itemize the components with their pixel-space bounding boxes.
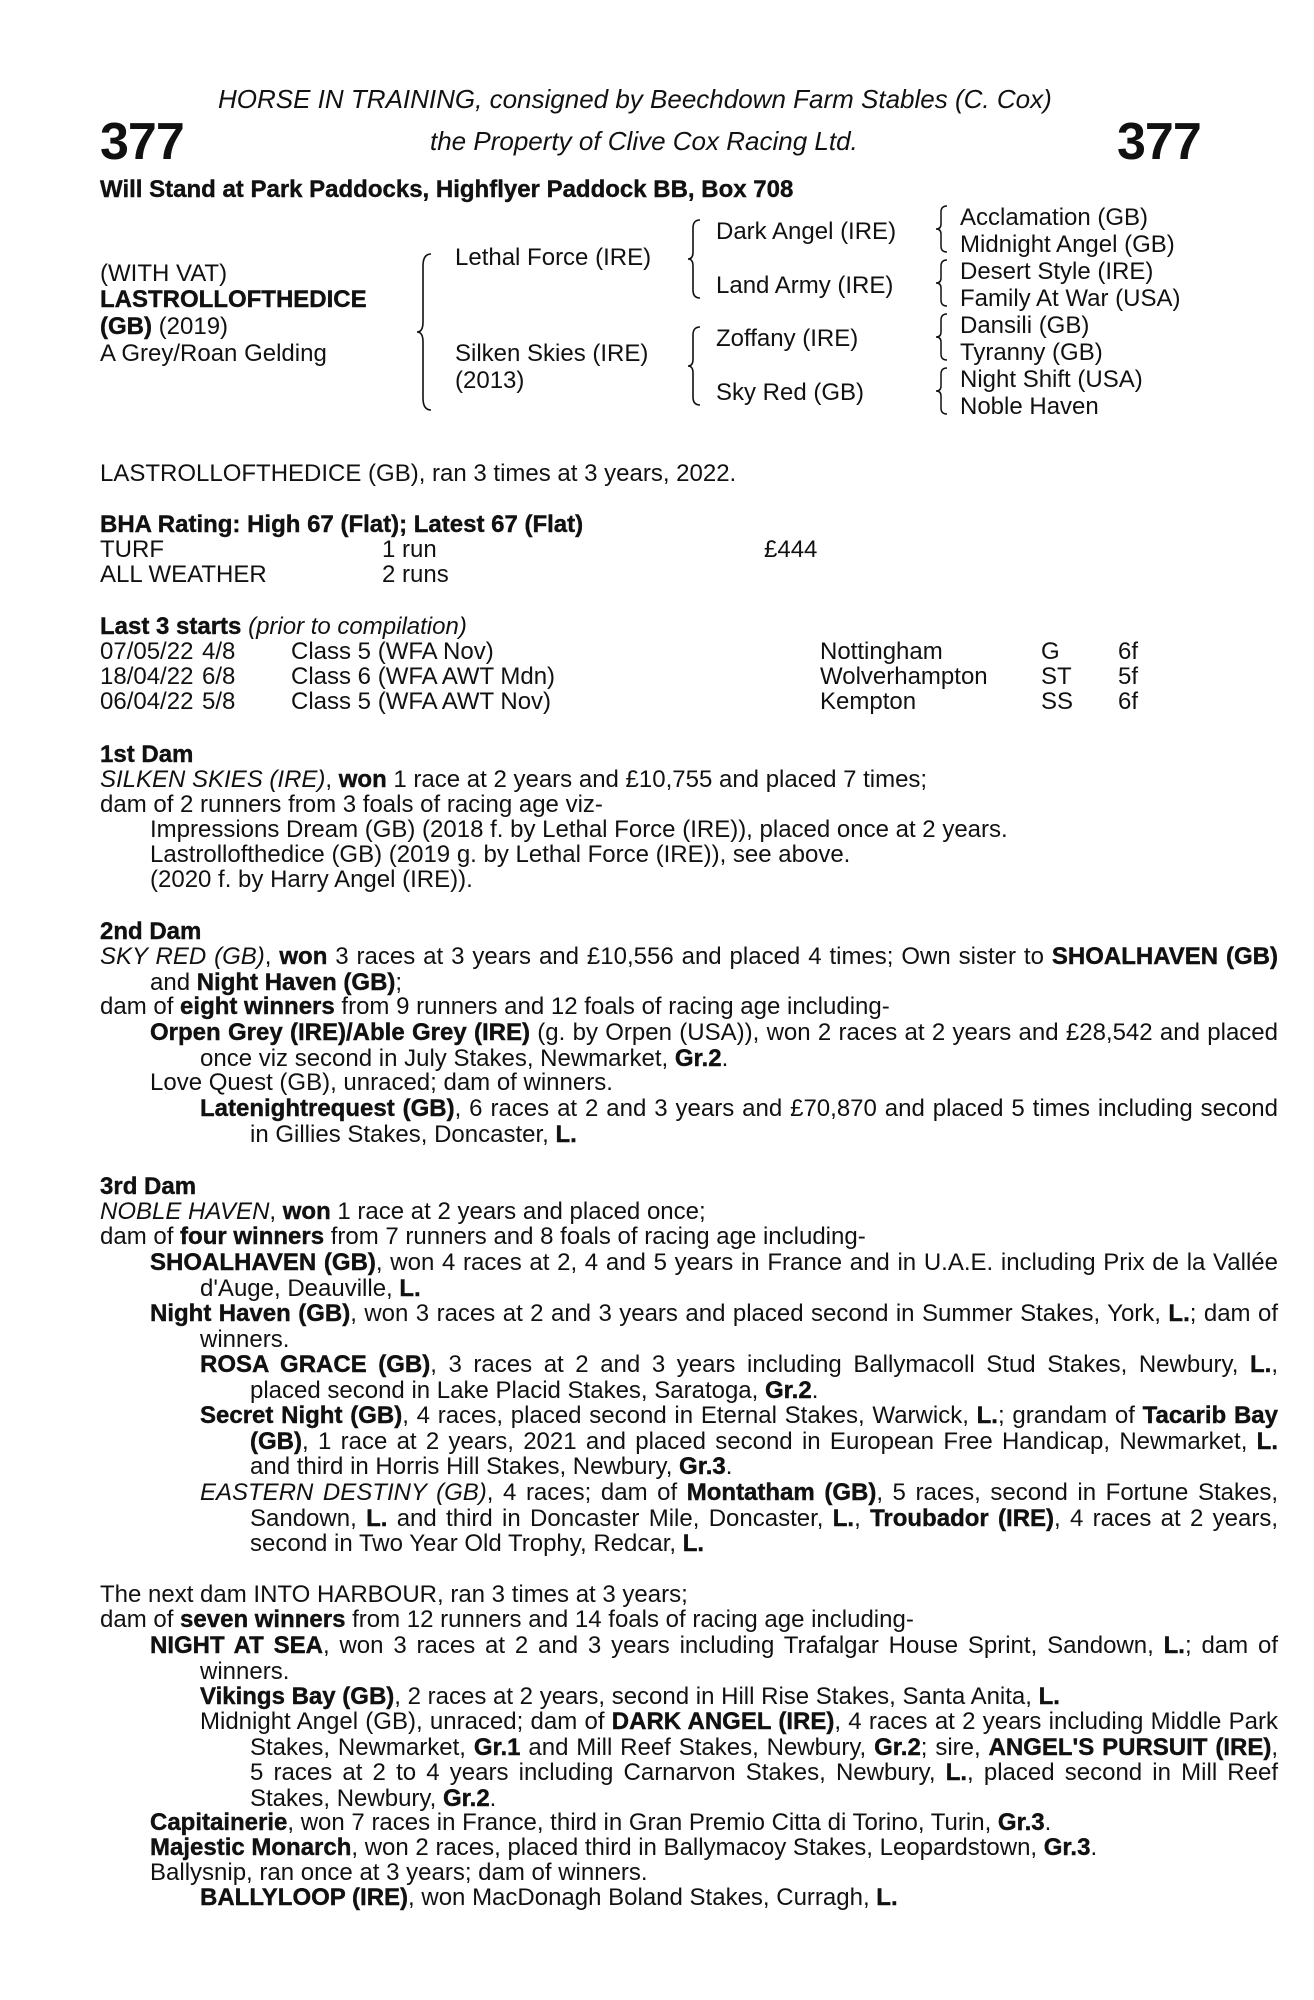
latenightrequest-text: , 6 races at 2 and 3 years and £70,870 and placed 5 times including second in Gillies Stakes, Doncaster, bbox=[250, 1095, 1278, 1148]
rosa-grace-listed: L. bbox=[1250, 1351, 1272, 1378]
majestic-monarch-entry bbox=[150, 1836, 1097, 1860]
secret-night-name: Secret Night (GB) bbox=[200, 1402, 403, 1429]
sire-sire: Dark Angel (IRE) bbox=[716, 218, 897, 245]
gp-8: Noble Haven bbox=[960, 393, 1099, 420]
start-race: Class 6 (WFA AWT Mdn) bbox=[291, 663, 556, 690]
first-dam-line: SILKEN SKIES (IRE), won 1 race at 2 years and £10,755 and placed 7 times; bbox=[100, 766, 928, 793]
aw-runs: 2 runs bbox=[382, 561, 449, 588]
eastern-destiny-entry bbox=[200, 1480, 1278, 1557]
second-dam-record: SKY RED (GB), won 3 races at 3 years and £10,556 and placed 4 times; Own sister to SHOALHAVEN (GB) and Night Haven (GB); bbox=[100, 943, 1278, 996]
start-pos: 6/8 bbox=[202, 663, 236, 690]
gp-5: Dansili (GB) bbox=[960, 312, 1090, 339]
night-at-sea-entry bbox=[150, 1633, 1278, 1684]
vikings-bay-entry bbox=[200, 1684, 1278, 1710]
next-dam-damof: dam of bbox=[100, 1606, 181, 1633]
sire-dam: Land Army (IRE) bbox=[716, 272, 894, 299]
start-going: ST bbox=[1041, 663, 1072, 690]
gp-2: Midnight Angel (GB) bbox=[960, 231, 1175, 258]
first-dam-produce-3: (2020 f. by Harry Angel (IRE)). bbox=[150, 866, 473, 893]
turf-runs: 1 run bbox=[382, 536, 437, 563]
dam: Silken Skies (IRE) bbox=[455, 340, 649, 367]
start-dist: 6f bbox=[1118, 638, 1139, 665]
vikings-bay-listed: L. bbox=[1038, 1683, 1060, 1710]
vat-note: (WITH VAT) bbox=[100, 260, 228, 287]
eastern-destiny-text: , 4 races; dam of bbox=[486, 1479, 687, 1506]
rosa-grace-text2: , placed second in Lake Placid Stakes, Saratoga, bbox=[250, 1351, 1278, 1404]
dark-angel-text: , 4 races at 2 years including Middle Park Stakes, Newmarket, bbox=[250, 1708, 1278, 1761]
second-dam-text: 3 races at 3 years and £10,556 and placed 4 times; Own sister to bbox=[327, 943, 1052, 970]
shoalhaven-entry bbox=[150, 1250, 1278, 1301]
first-dam-heading: 1st Dam bbox=[100, 741, 194, 768]
pedigree-brace-dam bbox=[686, 325, 704, 407]
angels-pursuit-listed: L. bbox=[945, 1759, 968, 1786]
troubador-name: Troubador (IRE) bbox=[870, 1504, 1055, 1532]
lot-number-left: 377 bbox=[100, 113, 184, 171]
secret-night-entry bbox=[200, 1403, 1278, 1480]
ballyloop-listed: L. bbox=[876, 1884, 898, 1911]
orpen-grey-grade: Gr.2 bbox=[674, 1044, 722, 1072]
angels-pursuit-name: ANGEL'S PURSUIT (IRE) bbox=[988, 1733, 1272, 1761]
tacarib-bay-text: , 1 race at 2 years, 2021 and placed second in European Free Handicap, Newmarket, bbox=[301, 1427, 1257, 1455]
latenightrequest-listed: L. bbox=[555, 1120, 577, 1148]
majestic-monarch-name: Majestic Monarch bbox=[150, 1834, 352, 1861]
aw-label: ALL WEATHER bbox=[100, 561, 267, 588]
orpen-grey-end: . bbox=[721, 1044, 729, 1072]
night-at-sea-end: ; dam of winners. bbox=[200, 1632, 1278, 1685]
capitainerie-grade: Gr.3 bbox=[997, 1809, 1045, 1836]
night-at-sea-text: , won 3 races at 2 and 3 years including Trafalgar House Sprint, Sandown, bbox=[322, 1632, 1164, 1659]
next-dam-foals: from 12 runners and 14 foals of racing age including- bbox=[345, 1606, 914, 1633]
last-starts-heading bbox=[100, 615, 467, 639]
orpen-grey-entry bbox=[150, 1020, 1278, 1071]
troubador-listed: L. bbox=[682, 1530, 705, 1557]
dark-angel-name: DARK ANGEL (IRE) bbox=[611, 1708, 835, 1735]
rosa-grace-name: ROSA GRACE (GB) bbox=[200, 1351, 431, 1378]
shoalhaven-listed: L. bbox=[399, 1274, 421, 1302]
majestic-monarch-grade: Gr.3 bbox=[1043, 1834, 1091, 1861]
start-date: 07/05/22 bbox=[100, 638, 194, 665]
pedigree-brace-g3 bbox=[934, 312, 950, 362]
capitainerie-end: . bbox=[1044, 1809, 1052, 1836]
start-race: Class 5 (WFA Nov) bbox=[291, 638, 494, 665]
tacarib-bay-name: Tacarib Bay (GB) bbox=[250, 1402, 1278, 1455]
capitainerie-entry bbox=[150, 1811, 1051, 1835]
turf-prize: £444 bbox=[764, 536, 818, 563]
second-dam-semicolon: ; bbox=[395, 968, 403, 996]
third-dam-produce-intro bbox=[100, 1225, 866, 1249]
start-pos: 4/8 bbox=[202, 638, 236, 665]
second-dam-winners: eight winners bbox=[180, 993, 335, 1020]
ballyloop-text: , won MacDonagh Boland Stakes, Curragh, bbox=[408, 1884, 877, 1911]
first-dam-produce-intro: dam of 2 runners from 3 foals of racing age viz- bbox=[100, 791, 603, 818]
third-dam-damof: dam of bbox=[100, 1223, 181, 1250]
pedigree-brace-g1 bbox=[934, 204, 950, 254]
montatham-end: , bbox=[854, 1504, 861, 1532]
dam-year: (2013) bbox=[455, 367, 525, 394]
secret-night-text: , 4 races, placed second in Eternal Stakes, Warwick, bbox=[402, 1402, 977, 1429]
first-dam-name: SILKEN SKIES (IRE) bbox=[100, 766, 326, 793]
night-at-sea-name: NIGHT AT SEA bbox=[150, 1632, 323, 1659]
horse-country: (GB) bbox=[100, 313, 152, 340]
pedigree-brace-sire bbox=[686, 218, 704, 300]
night-haven-listed: L. bbox=[1168, 1300, 1190, 1327]
third-dam-name: NOBLE HAVEN bbox=[100, 1198, 270, 1225]
third-dam-winners: four winners bbox=[180, 1223, 325, 1250]
rosa-grace-text: , 3 races at 2 and 3 years including Ballymacoll Stud Stakes, Newbury, bbox=[430, 1351, 1250, 1378]
orpen-grey-text: (g. by Orpen (USA)), won 2 races at 2 years and £28,542 and placed once viz second in July Stakes, Newmarket, bbox=[200, 1019, 1279, 1072]
consignor-line: HORSE IN TRAINING, consigned by Beechdown Farm Stables (C. Cox) bbox=[218, 84, 1052, 114]
angels-pursuit-grade: Gr.2 bbox=[442, 1784, 490, 1812]
shoalhaven-text: , won 4 races at 2, 4 and 5 years in France and in U.A.E. including Prix de la Vallée d'Auge, Deauville, bbox=[200, 1249, 1278, 1302]
tacarib-bay-end: . bbox=[725, 1453, 733, 1480]
rosa-grace-entry bbox=[200, 1352, 1278, 1403]
next-dam-winners: seven winners bbox=[180, 1606, 346, 1633]
next-dam-produce-intro bbox=[100, 1608, 914, 1632]
third-dam-foals: from 7 runners and 8 foals of racing age including- bbox=[324, 1223, 866, 1250]
first-dam-won: won bbox=[338, 766, 387, 793]
first-dam-produce-2: Lastrollofthedice (GB) (2019 g. by Lethal Force (IRE)), see above. bbox=[150, 841, 851, 868]
third-dam-record: 1 race at 2 years and placed once; bbox=[330, 1198, 706, 1225]
second-dam-foals: from 9 runners and 12 foals of racing age including- bbox=[334, 993, 890, 1020]
second-dam-damof: dam of bbox=[100, 993, 181, 1020]
start-going: SS bbox=[1041, 688, 1074, 715]
start-course: Nottingham bbox=[820, 638, 943, 665]
start-dist: 6f bbox=[1118, 688, 1139, 715]
start-date: 06/04/22 bbox=[100, 688, 194, 715]
shoalhaven-name: SHOALHAVEN (GB) bbox=[150, 1249, 376, 1276]
montatham-listed-2: L. bbox=[832, 1504, 855, 1532]
pedigree-brace-g2 bbox=[934, 258, 950, 308]
night-at-sea-listed: L. bbox=[1163, 1632, 1185, 1659]
angels-pursuit-end: . bbox=[489, 1784, 497, 1812]
angels-pursuit-text: , 5 races at 2 to 4 years including Carnarvon Stakes, Newbury, bbox=[250, 1733, 1279, 1786]
gp-7: Night Shift (USA) bbox=[960, 366, 1143, 393]
third-dam-won: won bbox=[282, 1198, 331, 1225]
ballyloop-name: BALLYLOOP (IRE) bbox=[200, 1884, 409, 1911]
love-quest-entry: Love Quest (GB), unraced; dam of winners. bbox=[150, 1069, 613, 1096]
night-haven-end: ; dam of winners. bbox=[200, 1300, 1278, 1353]
gp-4: Family At War (USA) bbox=[960, 285, 1181, 312]
night-haven-entry bbox=[150, 1301, 1278, 1352]
second-dam-heading: 2nd Dam bbox=[100, 918, 202, 945]
sire: Lethal Force (IRE) bbox=[455, 244, 652, 271]
race-record-summary: LASTROLLOFTHEDICE (GB), ran 3 times at 3 years, 2022. bbox=[100, 460, 737, 487]
second-dam-name: SKY RED (GB) bbox=[100, 943, 265, 970]
montatham-listed: L. bbox=[366, 1504, 388, 1532]
majestic-monarch-end: . bbox=[1090, 1834, 1098, 1861]
tacarib-bay-text2: and third in Horris Hill Stakes, Newbury, bbox=[250, 1453, 680, 1480]
montatham-name: Montatham (GB) bbox=[686, 1479, 877, 1506]
dark-angel-text2: and Mill Reef Stakes, Newbury, bbox=[520, 1733, 875, 1761]
latenightrequest-name: Latenightrequest (GB) bbox=[200, 1095, 455, 1122]
gp-6: Tyranny (GB) bbox=[960, 339, 1103, 366]
turf-label: TURF bbox=[100, 536, 164, 563]
start-race: Class 5 (WFA AWT Nov) bbox=[291, 688, 552, 715]
rosa-grace-end: . bbox=[811, 1376, 819, 1404]
orpen-grey-name: Orpen Grey (IRE)/Able Grey (IRE) bbox=[150, 1019, 530, 1046]
vikings-bay-name: Vikings Bay (GB) bbox=[200, 1683, 395, 1710]
tacarib-bay-listed: L. bbox=[1256, 1427, 1278, 1455]
last-starts-subtitle: (prior to compilation) bbox=[248, 613, 467, 640]
pedigree-brace-main bbox=[415, 252, 435, 412]
start-going: G bbox=[1041, 638, 1060, 665]
night-haven-ref: Night Haven (GB) bbox=[196, 968, 396, 996]
second-dam-won: won bbox=[279, 943, 328, 970]
midnight-angel-text: Midnight Angel (GB), unraced; dam of bbox=[200, 1708, 612, 1735]
horse-name: LASTROLLOFTHEDICE bbox=[100, 286, 367, 313]
ballysnip-entry: Ballysnip, ran once at 3 years; dam of winners. bbox=[150, 1859, 648, 1886]
midnight-angel-entry bbox=[200, 1709, 1278, 1811]
start-course: Wolverhampton bbox=[820, 663, 988, 690]
dam-dam: Sky Red (GB) bbox=[716, 379, 865, 406]
gp-1: Acclamation (GB) bbox=[960, 204, 1149, 231]
majestic-monarch-text: , won 2 races, placed third in Ballymacoy Stakes, Leopardstown, bbox=[351, 1834, 1044, 1861]
gp-3: Desert Style (IRE) bbox=[960, 258, 1154, 285]
horse-year: (2019) bbox=[158, 313, 229, 340]
troubador-text: , 4 races at 2 years, second in Two Year Old Trophy, Redcar, bbox=[250, 1504, 1278, 1557]
dark-angel-text3: ; sire, bbox=[920, 1733, 989, 1761]
start-dist: 5f bbox=[1118, 663, 1139, 690]
horse-description: A Grey/Roan Gelding bbox=[100, 340, 327, 367]
ballyloop-entry bbox=[200, 1886, 898, 1910]
montatham-text: , 5 races, second in Fortune Stakes, Sandown, bbox=[250, 1479, 1278, 1532]
dam-sire: Zoffany (IRE) bbox=[716, 325, 859, 352]
lot-number-right: 377 bbox=[1117, 113, 1201, 171]
vikings-bay-text: , 2 races at 2 years, second in Hill Rise Stakes, Santa Anita, bbox=[394, 1683, 1039, 1710]
pedigree-brace-g4 bbox=[934, 366, 950, 416]
montatham-text2: and third in Doncaster Mile, Doncaster, bbox=[387, 1504, 833, 1532]
dark-angel-grade-1: Gr.1 bbox=[473, 1733, 521, 1761]
capitainerie-name: Capitainerie bbox=[150, 1809, 288, 1836]
night-haven-name: Night Haven (GB) bbox=[150, 1300, 351, 1327]
start-pos: 5/8 bbox=[202, 688, 236, 715]
last-starts-title: Last 3 starts bbox=[100, 613, 242, 640]
bha-rating: BHA Rating: High 67 (Flat); Latest 67 (Flat) bbox=[100, 511, 584, 538]
property-line: the Property of Clive Cox Racing Ltd. bbox=[430, 126, 858, 156]
third-dam-line: NOBLE HAVEN, won 1 race at 2 years and placed once; bbox=[100, 1198, 706, 1225]
rosa-grace-grade: Gr.2 bbox=[765, 1376, 812, 1404]
dark-angel-grade-2: Gr.2 bbox=[874, 1733, 921, 1761]
latenightrequest-entry bbox=[200, 1096, 1278, 1147]
third-dam-heading: 3rd Dam bbox=[100, 1173, 197, 1200]
secret-night-text2: ; grandam of bbox=[997, 1402, 1143, 1429]
start-course: Kempton bbox=[820, 688, 917, 715]
secret-night-listed: L. bbox=[976, 1402, 998, 1429]
first-dam-produce-1: Impressions Dream (GB) (2018 f. by Lethal Force (IRE)), placed once at 2 years. bbox=[150, 816, 1008, 843]
tacarib-bay-grade: Gr.3 bbox=[679, 1453, 726, 1480]
second-dam-and: and bbox=[150, 968, 197, 996]
eastern-destiny-name: EASTERN DESTINY (GB) bbox=[200, 1479, 487, 1506]
horse-origin bbox=[100, 315, 228, 339]
second-dam-produce-intro bbox=[100, 995, 890, 1019]
stand-location: Will Stand at Park Paddocks, Highflyer Paddock BB, Box 708 bbox=[100, 176, 794, 203]
night-haven-text: , won 3 races at 2 and 3 years and placed second in Summer Stakes, York, bbox=[350, 1300, 1169, 1327]
capitainerie-text: , won 7 races in France, third in Gran Premio Citta di Torino, Turin, bbox=[287, 1809, 998, 1836]
start-date: 18/04/22 bbox=[100, 663, 194, 690]
angels-pursuit-text2: , placed second in Mill Reef Stakes, Newbury, bbox=[250, 1759, 1279, 1812]
first-dam-record: 1 race at 2 years and £10,755 and placed 7 times; bbox=[386, 766, 928, 793]
next-dam-line: The next dam INTO HARBOUR, ran 3 times at 3 years; bbox=[100, 1581, 688, 1608]
shoalhaven-ref: SHOALHAVEN (GB) bbox=[1051, 943, 1278, 970]
